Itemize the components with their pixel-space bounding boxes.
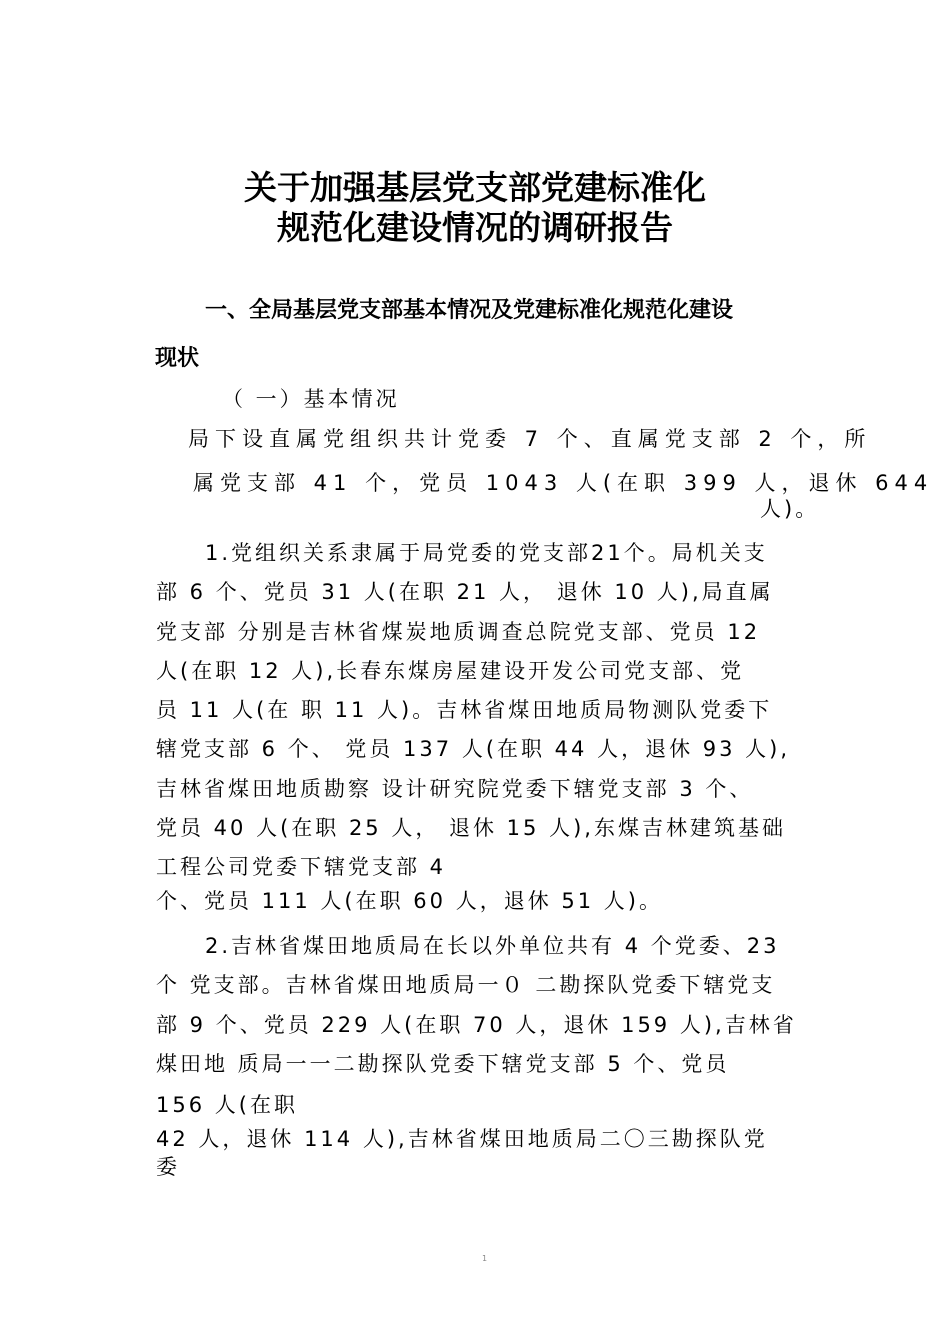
para1-line: 工程公司党委下辖党支部 4 <box>156 855 447 879</box>
section1-heading-line1: 一、全局基层党支部基本情况及党建标准化规范化建设 <box>205 298 734 323</box>
para1-line: 党员 40 人(在职 25 人， 退休 15 人),东煤吉林建筑基础 <box>156 816 786 840</box>
para2-line: 煤田地 质局一一二勘探队党委下辖党支部 5 个、党员 <box>156 1052 730 1076</box>
para2-line: 156 人(在职 <box>156 1093 298 1117</box>
para1-line: 人(在职 12 人),长春东煤房屋建设开发公司党支部、党 <box>156 659 745 683</box>
para1-line: 1.党组织关系隶属于局党委的党支部21个。局机关支 <box>205 541 768 565</box>
intro-line: 局下设直属党组织共计党委 7 个、直属党支部 2 个，所 <box>188 427 872 451</box>
subsection1-heading: （ 一）基本情况 <box>222 387 400 411</box>
para1-line: 部 6 个、党员 31 人(在职 21 人， 退休 10 人),局直属 <box>156 580 774 604</box>
para1-line: 员 11 人(在 职 11 人)。吉林省煤田地质局物测队党委下 <box>156 698 773 722</box>
document-title-line2: 规范化建设情况的调研报告 <box>277 208 673 247</box>
para2-line: 2.吉林省煤田地质局在长以外单位共有 4 个党委、23 <box>205 934 780 958</box>
intro-line: 人)。 <box>760 497 820 521</box>
para1-line: 吉林省煤田地质勘察 设计研究院党委下辖党支部 3 个、 <box>156 777 754 801</box>
page-number: 1 <box>482 1254 488 1263</box>
para1-line: 党支部 分别是吉林省煤炭地质调查总院党支部、党员 12 <box>156 620 761 644</box>
para1-line: 个、党员 111 人(在职 60 人，退休 51 人)。 <box>156 889 663 913</box>
para1-line: 辖党支部 6 个、 党员 137 人(在职 44 人，退休 93 人), <box>156 737 791 761</box>
intro-line: 属党支部 41 个，党员 1043 人(在职 399 人，退休 644 <box>193 471 934 495</box>
para2-line: 个 党支部。吉林省煤田地质局一０ 二勘探队党委下辖党支 <box>156 973 776 997</box>
section1-heading-line2: 现状 <box>155 346 200 371</box>
para2-line: 部 9 个、党员 229 人(在职 70 人，退休 159 人),吉林省 <box>156 1013 797 1037</box>
document-title-line1: 关于加强基层党支部党建标准化 <box>244 168 706 207</box>
para2-line: 委 <box>156 1155 180 1179</box>
para2-line: 42 人，退休 114 人),吉林省煤田地质局二〇三勘探队党 <box>156 1127 768 1151</box>
